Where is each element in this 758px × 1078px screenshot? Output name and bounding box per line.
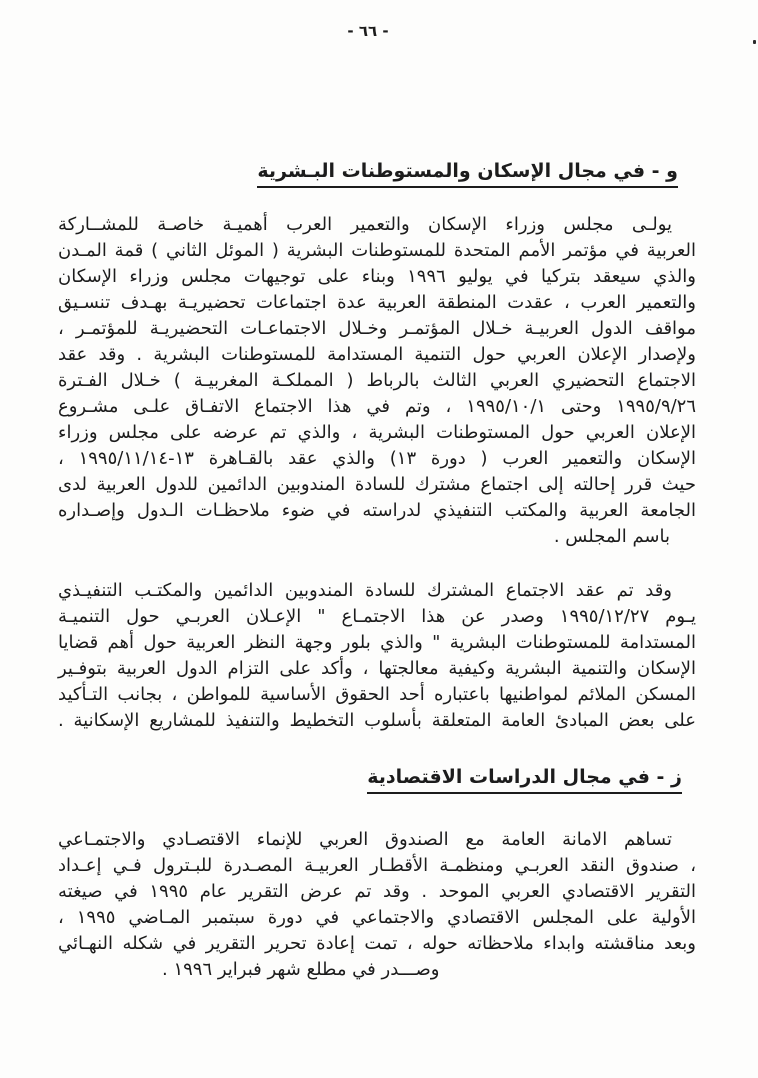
text-line: وقد تم عقد الاجتماع المشترك للسادة المندوبين الدائمين والمكتـب التنفيـذي [58,580,672,601]
text-line: على بعض المبادئ العامة المتعلقة بأسلوب التخطيط والتنفيذ للمشاريع الإسكانية . [58,710,696,731]
section-heading-economic-studies [58,766,696,794]
text-line: المسكن الملائم لمواطنيها باعتباره أحد الحقوق الأساسية للمواطن ، بجانب التـأكيد [58,684,696,705]
text-line: وبعد مناقشته وابداء ملاحظاته حوله ، تمت إعادة تحرير التقرير في شكله النهـائي [58,933,696,954]
section-heading-housing [58,160,696,188]
text-line: مواقف الدول العربيـة خـلال المؤتمـر وخـلال الاجتماعـات التحضيريـة للمؤتمـر ، [58,318,696,339]
text-line: وصـــدر في مطلع شهر فبراير ١٩٩٦ . [162,959,440,980]
text-line: ، صندوق النقد العربـي ومنظمـة الأقطـار العربيـة المصـدرة للبـترول فـي إعـداد [58,855,696,876]
text-line: الأولية على المجلس الاقتصادي والاجتماعي في دورة سبتمبر المـاضي ١٩٩٥ ، [58,907,697,928]
text-line: الإعلان العربي حول المستوطنات البشرية ، والذي تم عرضه على مجلس وزراء [58,422,696,443]
text-line: ولإصدار الإعلان العربي حول التنمية المستدامة للمستوطنات البشرية . وقد عقد [58,344,696,365]
text-line: التقرير الاقتصادي العربي الموحد . وقد تم عرض التقرير عام ١٩٩٥ في صيغته [58,881,696,902]
text-line: يـوم ١٩٩٥/١٢/٢٧ وصدر عن هذا الاجتمـاع " الإعـلان العربـي حول التنميـة [58,606,696,627]
page-number: - ٦٦ - [347,22,389,40]
section-heading-text: ز - في مجال الدراسات الاقتصادية [367,766,682,794]
text-line: والذي سيعقد بتركيا في يوليو ١٩٩٦ وبناء على توجيهات مجلس وزراء الإسكان [58,266,696,287]
text-line: الإسكان والتنمية البشرية وكيفية معالجتها ، وأكد على التزام الدول العربية بتوفـير [58,658,696,679]
paragraph [58,578,696,734]
text-line: حيث قرر إحالته إلى اجتماع مشترك للسادة المندوبين الدائمين للدول العربية لدى [58,474,696,495]
text-line: يولـى مجلس وزراء الإسكان والتعمير العرب أهميـة خاصـة للمشــاركة [58,214,672,235]
text-line: باسم المجلس . [553,526,670,547]
section-heading-text: و - في مجال الإسكان والمستوطنات البـشرية [257,160,678,188]
paragraph [58,212,696,550]
text-line: الاجتماع التحضيري العربي الثالث بالرباط ( المملكـة المغربيـة ) خـلال الفـترة [58,370,696,391]
text-line: العربية في مؤتمر الأمم المتحدة للمستوطنات البشرية ( الموئل الثاني ) قمة المـدن [58,240,696,261]
text-line: والتعمير العرب ، عقدت المنطقة العربية عدة اجتماعات تحضيريـة بهـدف تنسـيق [58,292,696,313]
page-number-row [0,21,758,40]
text-line: ١٩٩٥/٩/٢٦ وحتى ١٩٩٥/١٠/١ ، وتم في هذا الاجتماع الاتفـاق علـى مشـروع [58,396,697,417]
paragraph [58,827,696,983]
text-line: الإسكان والتعمير العرب ( دورة ١٣) والذي عقد بالقـاهرة ١٣-١٩٩٥/١١/١٤ ، [58,448,696,469]
text-line: المستدامة للمستوطنات البشرية " والذي بلور وجهة النظر العربية حول أهم قضايا [58,632,696,653]
text-line: الجامعة العربية والمكتب التنفيذي لدراسته في ضوء ملاحظـات الـدول وإصـداره [58,500,696,521]
text-line: تساهم الامانة العامة مع الصندوق العربي للإنماء الاقتصـادي والاجتمـاعي [58,829,672,850]
scan-speck [753,40,756,44]
